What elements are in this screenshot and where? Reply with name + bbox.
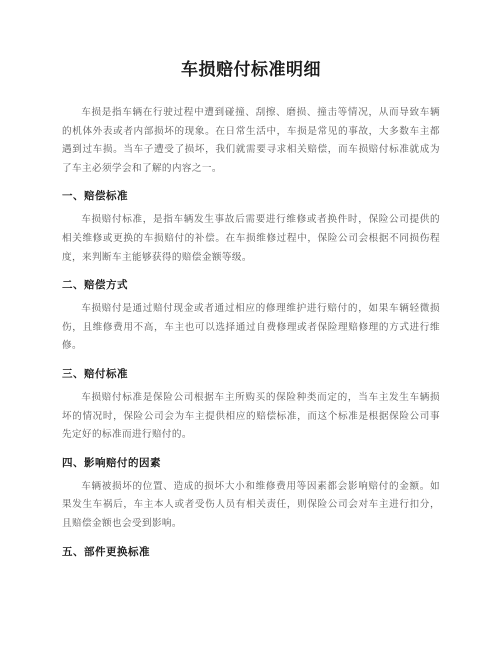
section-paragraph: 车损赔付标准，是指车辆发生事故后需要进行维修或者换件时，保险公司提供的相关维修或更换的车损赔付的补偿。在车损维修过程中，保险公司会根据不同损伤程度，来判断车主能够获得的赔偿金额等级。 [62,214,440,263]
intro-paragraph: 车损是指车辆在行驶过程中遭到碰撞、刮擦、磨损、撞击等情况，从而导致车辆的机体外表或者内部损坏的现象。在日常生活中，车损是常见的事故，大多数车主都遇到过车损。当车子遭受了损坏，我们就需要寻求相关赔偿，而车损赔付标准就成为了车主必须学会和了解的内容之一。 [62,107,440,174]
section-heading: 一、赔偿标准 [62,190,128,203]
section-payout-standard [62,366,440,445]
section-paragraph: 车损赔付是通过赔付现金或者通过相应的修理维护进行赔付的，如果车辆轻微损伤，且维修费用不高，车主也可以选择通过自费修理或者保险理赔修理的方式进行维修。 [62,303,440,352]
document-title: 车损赔付标准明细 [181,60,321,80]
section-paragraph: 车损赔付标准是保险公司根据车主所购买的保险种类而定的，当车主发生车辆损坏的情况时，保险公司会为车主提供相应的赔偿标准，而这个标准是根据保险公司事先定好的标准而进行赔付的。 [62,391,440,441]
section-compensation-method [62,277,440,356]
section-heading: 五、部件更换标准 [62,545,150,558]
section-paragraph: 车辆被损坏的位置、造成的损坏大小和维修费用等因素都会影响赔付的金额。如果发生车祸后，车主本人或者受伤人员有相关责任，则保险公司会对车主进行扣分，且赔偿金额也会受到影响。 [62,480,440,529]
section-influencing-factors [62,455,440,534]
section-compensation-standard [62,188,440,267]
section-heading: 三、赔付标准 [62,367,128,380]
section-heading: 二、赔偿方式 [62,279,128,292]
section-parts-replacement [62,544,440,560]
section-heading: 四、影响赔付的因素 [62,456,161,469]
